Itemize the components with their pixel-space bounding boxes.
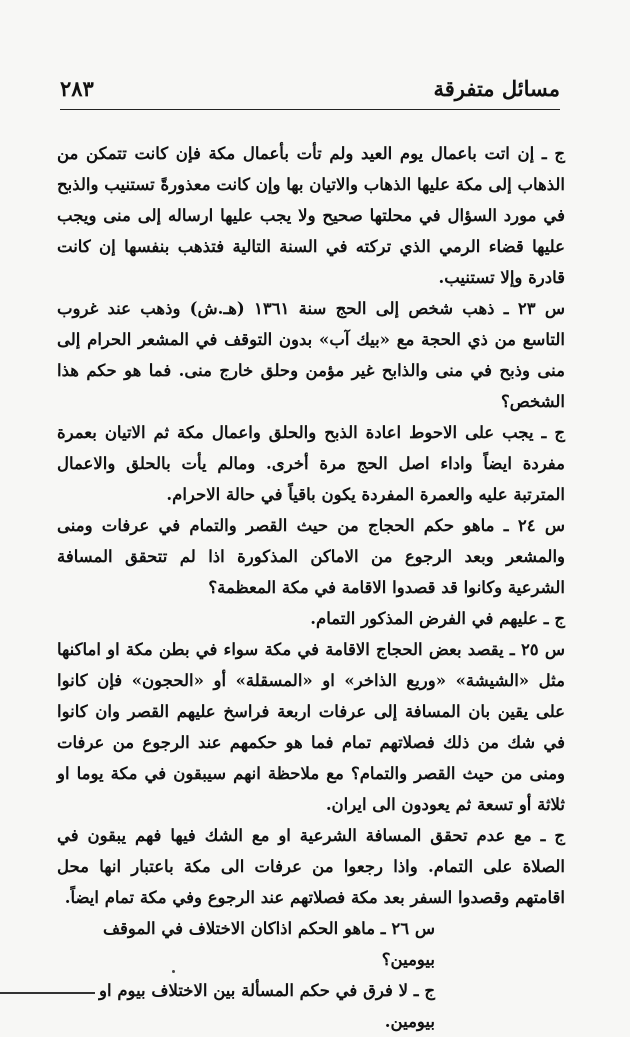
answer-paragraph: ج ـ عليهم في الفرض المذكور التمام. bbox=[310, 609, 565, 629]
question-paragraph: س ٢٦ ـ ماهو الحكم اذاكان الاختلاف في الموقف بيومين؟ bbox=[102, 919, 435, 970]
running-title: مسائل متفرقة bbox=[433, 76, 560, 101]
question-paragraph: س ٢٥ ـ يقصد بعض الحجاج الاقامة في مكة سواء في بطن مكة او اماكنها مثل «الشيشة» «وريع الذاخر» او «المسقلة» أو «الحجون» فإن كانوا على يقين بان المسافة إلى عرفات اربعة فراسخ عليهم القصر وان كانوا في شك من ذلك فصلاتهم تمام فما هو حكمهم عند الرجوع من عرفات ومنى من حيث القصر والتمام؟ مع ملاحظة انهم سيبقون في مكة يوما او ثلاثة أو تسعة ثم يعودون الى ايران. bbox=[57, 640, 566, 815]
answer-paragraph: ج ـ مع عدم تحقق المسافة الشرعية او مع الشك فيها فهم يبقون في الصلاة على التمام. واذا رجعوا من عرفات الى مكة باعتبار انها محل اقامتهم وقصدوا السفر بعد مكة فصلاتهم عند الرجوع وفي مكة تمام ايضاً. bbox=[57, 826, 565, 908]
question-paragraph: س ٢٤ ـ ماهو حكم الحجاج من حيث القصر والتمام في عرفات ومنى والمشعر وبعد الرجوع من الاماكن المذكورة اذا لم تتحقق المسافة الشرعية وكانوا قد قصدوا الاقامة في مكة المعظمة؟ bbox=[57, 516, 565, 598]
footer-divider bbox=[0, 992, 95, 994]
page-header bbox=[60, 70, 560, 110]
scan-mark bbox=[172, 970, 175, 973]
page-number: ٢٨٣ bbox=[60, 76, 94, 101]
page-body bbox=[57, 138, 566, 1032]
answer-paragraph: ج ـ لا فرق في حكم المسألة بين الاختلاف بيوم او بيومين. bbox=[99, 981, 435, 1032]
header-divider bbox=[60, 109, 560, 110]
question-paragraph: س ٢٣ ـ ذهب شخص إلى الحج سنة ١٣٦١ (هـ.ش) وذهب عند غروب التاسع من ذي الحجة مع «بيك آب» بدون التوقف في المشعر الحرام إلى منى وذبح في منى والذابح غير مؤمن وحلق خارج منى. فما هو حكم هذا الشخص؟ bbox=[57, 299, 565, 412]
answer-paragraph: ج ـ يجب على الاحوط اعادة الذبح والحلق واعمال مكة ثم الاتيان بعمرة مفردة ايضاً واداء اصل الحج مرة أخرى. ومالم يأت بالحلق والاعمال المترتبة عليه والعمرة المفردة يكون باقياً في حالة الاحرام. bbox=[57, 423, 565, 505]
answer-paragraph: ج ـ إن اتت باعمال يوم العيد ولم تأت بأعمال مكة فإن كانت تتمكن من الذهاب إلى مكة عليها الذهاب والاتيان بها وإن كانت معذورةً تستنيب والذبح في مورد السؤال في محلتها صحيح ولا يجب عليها ارساله إلى منى ويجب عليها قضاء الرمي الذي تركته في السنة التالية فتذهب بنفسها إن كانت قادرة وإلا تستنيب. bbox=[57, 144, 565, 288]
